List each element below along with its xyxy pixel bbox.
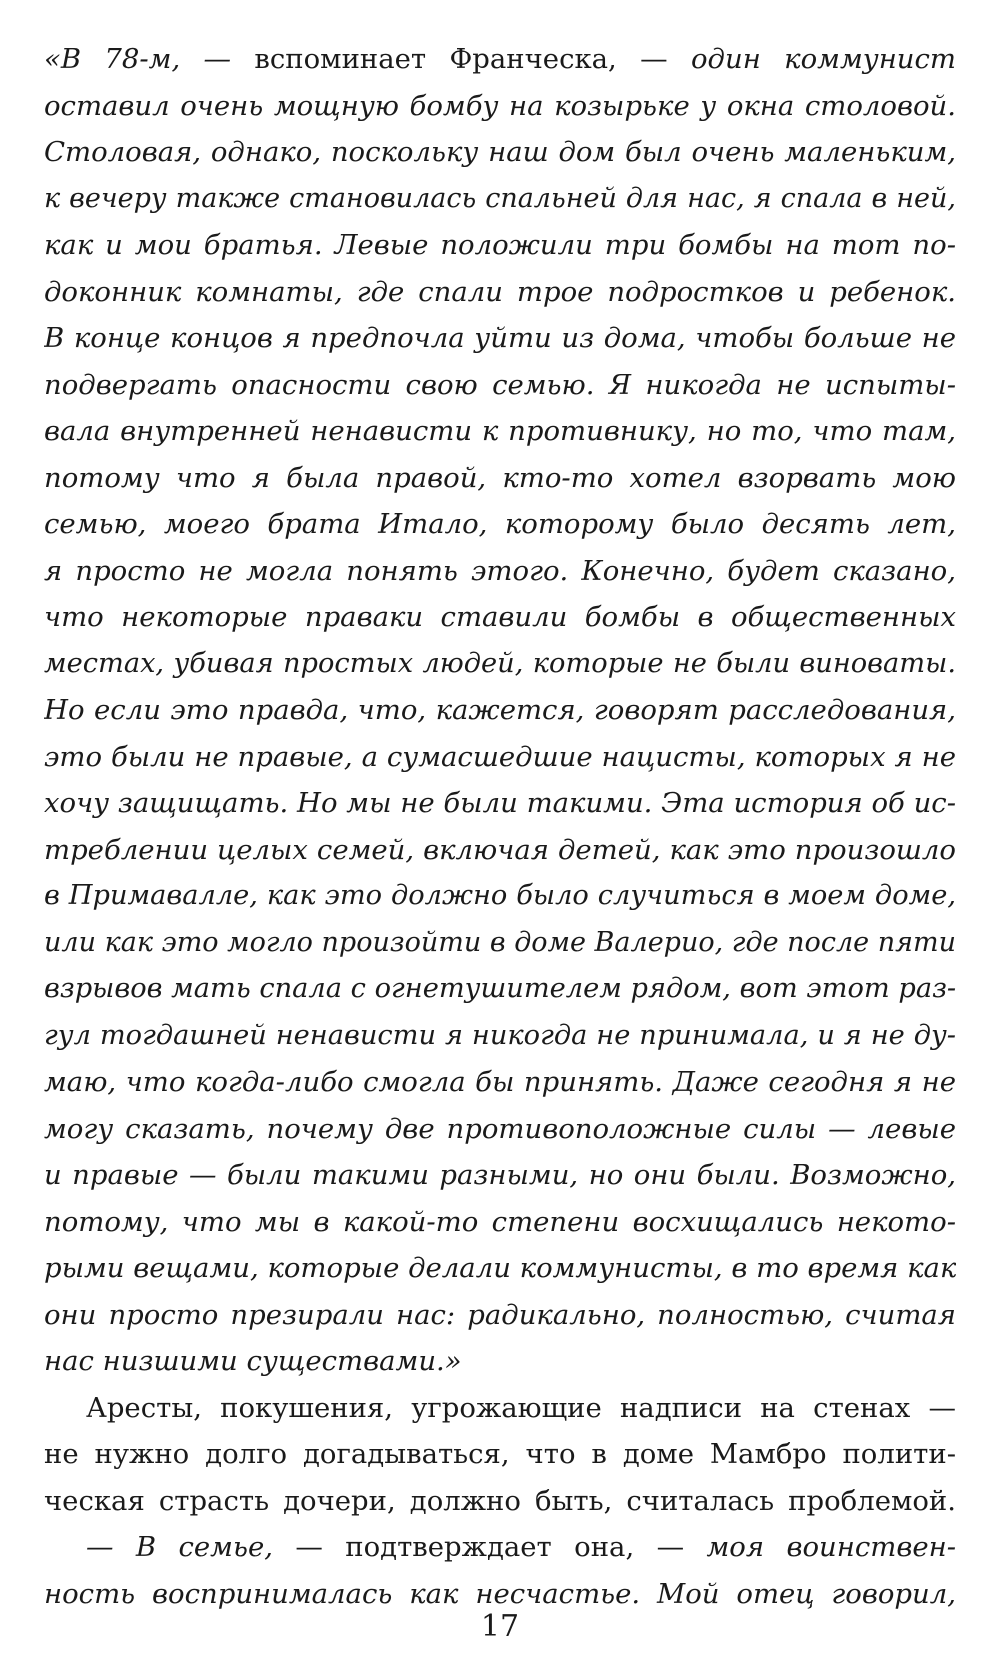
text-line-29: нас низшими существами.»	[44, 1345, 462, 1377]
text-line-21: взрывов мать спала с огнетушителем рядом, вот этот раз-	[44, 973, 956, 1004]
text-line-7: В конце концов я предпочла уйти из дома, чтобы больше не	[44, 322, 956, 354]
text-line-32: ческая страсть дочери, должно быть, считалась проблемой.	[44, 1484, 956, 1517]
text-line-20: или как это могло произойти в доме Валерио, где после пяти	[44, 926, 956, 958]
text-line-13: что некоторые праваки ставили бомбы в общественных	[44, 601, 956, 633]
text-line-31: не нужно долго догадываться, что в доме Мамбро полити-	[44, 1438, 956, 1470]
speaker-attribution: — подтверждает она, —	[272, 1531, 707, 1563]
text-line-1	[44, 36, 956, 83]
text-line-25: и правые — были такими разными, но они были. Возможно,	[44, 1159, 956, 1191]
quote-open: «В 78-м, —	[44, 43, 232, 75]
text-line-15: Но если это правда, что, кажется, говорят расследования,	[44, 694, 956, 726]
text-line-19: в Примавалле, как это должно было случиться в моем доме,	[44, 880, 956, 911]
text-line-8: подвергать опасности свою семью. Я никогда не испыты-	[44, 368, 956, 401]
text-line-23: маю, что когда-либо смогла бы принять. Даже сегодня я не	[44, 1066, 956, 1098]
text-line-26: потому, что мы в какой-то степени восхищались некото-	[44, 1205, 956, 1238]
text-line-12: я просто не могла понять этого. Конечно, будет сказано,	[44, 554, 956, 587]
text-line-27: рыми вещами, которые делали коммунисты, в то время как	[44, 1252, 956, 1284]
text-line-3: Столовая, однако, поскольку наш дом был очень маленьким,	[44, 136, 956, 168]
dialogue-continue: моя воинствен-	[706, 1531, 956, 1563]
text-line-33	[44, 1524, 956, 1571]
text-line-5: как и мои братья. Левые положили три бомбы на тот по-	[44, 229, 956, 261]
text-line-34: ность воспринималась как несчастье. Мой отец говорил,	[44, 1577, 956, 1610]
page-number: 17	[480, 1609, 520, 1644]
text-line-22: гул тогдашней ненависти я никогда не принимала, и я не ду-	[44, 1019, 956, 1051]
text-line-14: местах, убивая простых людей, которые не были виноваты.	[44, 647, 956, 679]
text-line-4: к вечеру также становилась спальней для нас, я спала в ней,	[44, 182, 956, 214]
dialogue-open: — В семье,	[86, 1531, 273, 1563]
text-line-2: оставил очень мощную бомбу на козырьке у окна столовой.	[44, 89, 956, 122]
text-line-30: Аресты, покушения, угрожающие надписи на стенах —	[86, 1391, 956, 1424]
text-line-6: доконник комнаты, где спали трое подростков и ребенок.	[44, 275, 956, 308]
page-body	[44, 36, 956, 1617]
text-line-28: они просто презирали нас: радикально, полностью, считая	[44, 1298, 956, 1331]
text-line-11: семью, моего брата Итало, которому было десять лет,	[44, 508, 956, 540]
text-line-17: хочу защищать. Но мы не были такими. Эта история об ис-	[44, 787, 956, 819]
text-line-18: треблении целых семей, включая детей, как это произошло	[44, 833, 956, 866]
text-line-9: вала внутренней ненависти к противнику, но то, что там,	[44, 415, 956, 447]
author-attribution: вспоминает Франческа, —	[231, 43, 691, 75]
text-line-16: это были не правые, а сумасшедшие нацисты, которых я не	[44, 740, 956, 773]
text-line-24: могу сказать, почему две противоположные силы — левые	[44, 1112, 956, 1145]
quote-continue: один коммунист	[691, 43, 956, 75]
text-line-10: потому что я была правой, кто-то хотел взорвать мою	[44, 461, 956, 494]
